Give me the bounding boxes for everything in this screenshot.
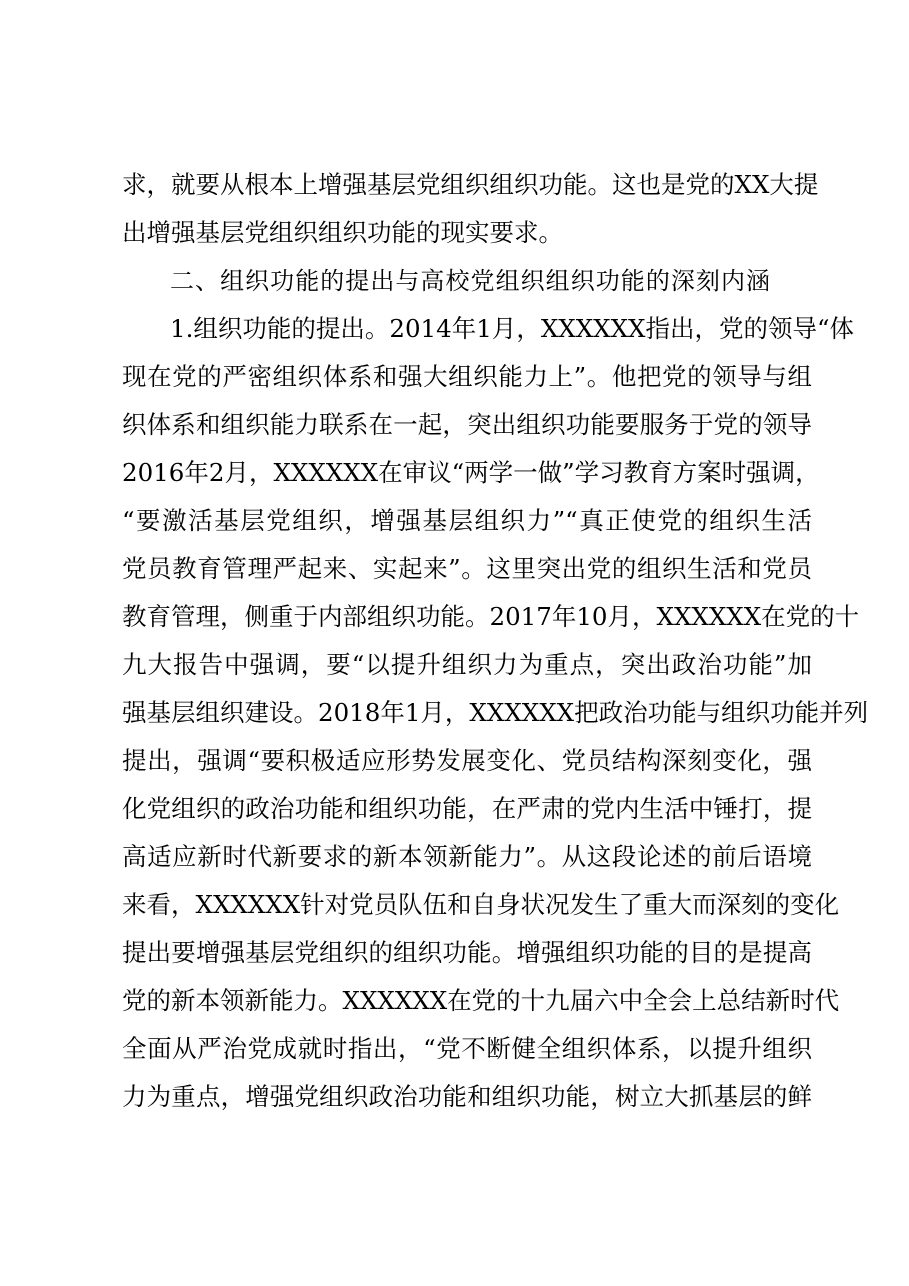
body-text-line: 九大报告中强调，要“以提升组织力为重点，突出政治功能”加 — [122, 650, 812, 679]
body-text-line: 来看，XXXXXX针对党员队伍和自身状况发生了重大而深刻的变化 — [122, 890, 840, 919]
body-text-line: “要激活基层党组织，增强基层组织力”“真正使党的组织生活 — [122, 506, 812, 535]
body-text-line: 强基层组织建设。2018年1月，XXXXXX把政治功能与组织功能并列 — [122, 698, 869, 727]
body-text-line: 全面从严治党成就时指出，“党不断健全组织体系，以提升组织 — [122, 1034, 812, 1063]
body-text-line: 教育管理，侧重于内部组织功能。2017年10月，XXXXXX在党的十 — [122, 602, 860, 631]
body-text-line: 力为重点，增强党组织政治功能和组织功能，树立大抓基层的鲜 — [122, 1082, 812, 1111]
body-text-line: 2016年2月，XXXXXX在审议“两学一做”学习教育方案时强调， — [122, 458, 820, 487]
body-text-line: 高适应新时代新要求的新本领新能力”。从这段论述的前后语境 — [122, 842, 812, 871]
body-text-line: 提出要增强基层党组织的组织功能。增强组织功能的目的是提高 — [122, 938, 812, 967]
body-text-line: 织体系和组织能力联系在一起，突出组织功能要服务于党的领导 — [122, 410, 812, 439]
body-text-line: 现在党的严密组织体系和强大组织能力上”。他把党的领导与组 — [122, 362, 812, 391]
body-text-line: 求，就要从根本上增强基层党组织组织功能。这也是党的XX大提 — [122, 170, 819, 199]
body-text-line: 1.组织功能的提出。2014年1月，XXXXXX指出，党的领导“体 — [170, 314, 854, 343]
section-heading: 二、组织功能的提出与高校党组织组织功能的深刻内涵 — [170, 267, 770, 295]
body-text-line: 化党组织的政治功能和组织功能，在严肃的党内生活中锤打，提 — [122, 794, 812, 823]
body-text-line: 党员教育管理严起来、实起来”。这里突出党的组织生活和党员 — [122, 554, 812, 583]
body-text-line: 出增强基层党组织组织功能的现实要求。 — [122, 218, 563, 247]
body-text-line: 提出，强调“要积极适应形势发展变化、党员结构深刻变化，强 — [122, 746, 812, 775]
body-text-line: 党的新本领新能力。XXXXXX在党的十九届六中全会上总结新时代 — [122, 986, 840, 1015]
